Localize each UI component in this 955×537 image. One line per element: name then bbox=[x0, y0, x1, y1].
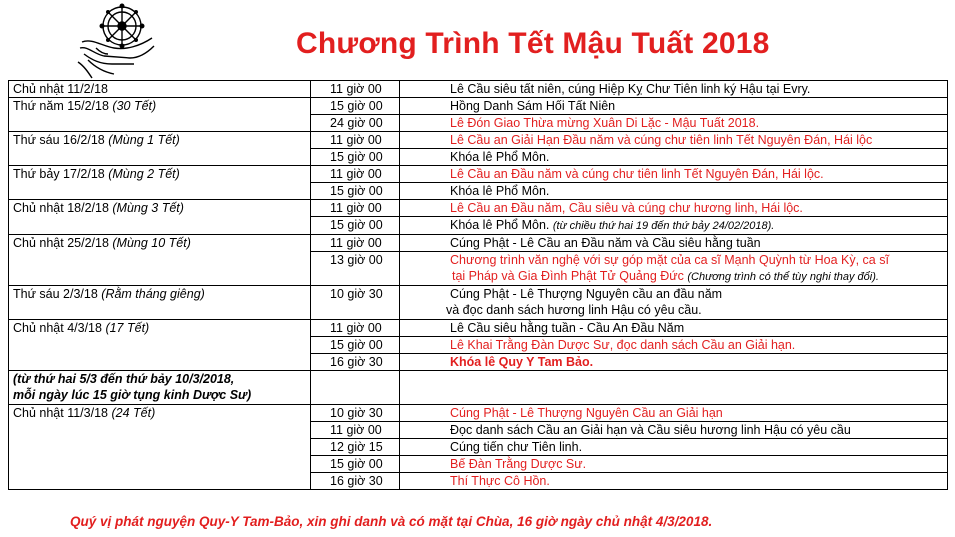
time-cell: 15 giờ 00 bbox=[311, 456, 400, 473]
event-cell: Đọc danh sách Cầu an Giải hạn và Cầu siêu hương linh Hậu có yêu cầu bbox=[400, 422, 948, 439]
time-cell: 15 giờ 00 bbox=[311, 217, 400, 235]
time-cell: 13 giờ 00 bbox=[311, 252, 400, 286]
time-cell: 16 giờ 30 bbox=[311, 473, 400, 490]
event-cell: Bế Đàn Trằng Dược Sư. bbox=[400, 456, 948, 473]
event-cell: Lê Cầu siêu hằng tuần - Cầu An Đầu Năm bbox=[400, 320, 948, 337]
day-cell: Thứ sáu 16/2/18 (Mùng 1 Tết) bbox=[9, 132, 311, 149]
day-cell: Chủ nhật 11/2/18 bbox=[9, 81, 311, 98]
day-cell: Chủ nhật 18/2/18 (Mùng 3 Tết) bbox=[9, 200, 311, 217]
time-cell: 11 giờ 00 bbox=[311, 81, 400, 98]
event-cell: Lê Cầu siêu tất niên, cúng Hiệp Kỵ Chư Tiên linh ký Hậu tại Evry. bbox=[400, 81, 948, 98]
table-row bbox=[9, 405, 948, 422]
time-cell: 11 giờ 00 bbox=[311, 422, 400, 439]
day-cell: Thứ sáu 2/3/18 (Rằm tháng giêng) bbox=[9, 286, 311, 320]
day-cell: Chủ nhật 4/3/18 (17 Tết) bbox=[9, 320, 311, 337]
event-cell: Cúng Phật - Lê Cầu an Đầu năm và Cầu siêu hằng tuần bbox=[400, 235, 948, 252]
time-cell: 24 giờ 00 bbox=[311, 115, 400, 132]
day-cell bbox=[9, 149, 311, 166]
time-cell: 10 giờ 30 bbox=[311, 405, 400, 422]
day-cell bbox=[9, 337, 311, 354]
time-cell: 11 giờ 00 bbox=[311, 132, 400, 149]
table-row bbox=[9, 132, 948, 149]
table-row bbox=[9, 235, 948, 252]
event-cell: Khóa lê Quy Y Tam Bảo. bbox=[400, 354, 948, 371]
table-row bbox=[9, 200, 948, 217]
table-row bbox=[9, 456, 948, 473]
time-cell: 11 giờ 00 bbox=[311, 235, 400, 252]
table-row bbox=[9, 166, 948, 183]
time-cell: 11 giờ 00 bbox=[311, 166, 400, 183]
time-cell: 15 giờ 00 bbox=[311, 98, 400, 115]
event-cell: Lê Cầu an Giải Hạn Đầu năm và cúng chư tiên linh Tết Nguyên Đán, Hái lộc bbox=[400, 132, 948, 149]
time-cell: 10 giờ 30 bbox=[311, 286, 400, 320]
day-cell: Chủ nhật 11/3/18 (24 Tết) bbox=[9, 405, 311, 422]
day-cell bbox=[9, 183, 311, 200]
table-row bbox=[9, 371, 948, 405]
day-cell bbox=[9, 422, 311, 439]
table-row bbox=[9, 183, 948, 200]
time-cell: 15 giờ 00 bbox=[311, 337, 400, 354]
time-cell bbox=[311, 371, 400, 405]
table-row bbox=[9, 149, 948, 166]
page-title: Chương Trình Tết Mậu Tuất 2018 bbox=[296, 27, 770, 60]
day-cell bbox=[9, 439, 311, 456]
table-row bbox=[9, 81, 948, 98]
table-row bbox=[9, 337, 948, 354]
event-cell: Cúng tiến chư Tiên linh. bbox=[400, 439, 948, 456]
day-cell bbox=[9, 115, 311, 132]
day-note-cell: (từ thứ hai 5/3 đến thứ bảy 10/3/2018, mỗi ngày lúc 15 giờ tụng kinh Dược Sư) bbox=[9, 371, 311, 405]
day-cell bbox=[9, 252, 311, 286]
event-cell: Lê Khai Trằng Đàn Dược Sư, đọc danh sách Cầu an Giải hạn. bbox=[400, 337, 948, 354]
table-row bbox=[9, 286, 948, 320]
event-cell: Hồng Danh Sám Hối Tất Niên bbox=[400, 98, 948, 115]
table-row bbox=[9, 98, 948, 115]
table-row bbox=[9, 354, 948, 371]
day-cell: Thứ năm 15/2/18 (30 Tết) bbox=[9, 98, 311, 115]
event-cell: Khóa lê Phổ Môn. bbox=[400, 149, 948, 166]
event-cell: Lê Cầu an Đầu năm và cúng chư tiên linh Tết Nguyên Đán, Hái lộc. bbox=[400, 166, 948, 183]
dharma-wheel-logo-icon bbox=[74, 2, 160, 80]
day-cell bbox=[9, 354, 311, 371]
schedule-table bbox=[8, 80, 948, 490]
event-cell: Thí Thực Cô Hồn. bbox=[400, 473, 948, 490]
table-row bbox=[9, 320, 948, 337]
day-cell bbox=[9, 217, 311, 235]
event-cell: Lê Đón Giao Thừa mừng Xuân Di Lặc - Mậu Tuất 2018. bbox=[400, 115, 948, 132]
table-row bbox=[9, 473, 948, 490]
event-cell: Khóa lê Phổ Môn. bbox=[400, 183, 948, 200]
table-row bbox=[9, 115, 948, 132]
time-cell: 11 giờ 00 bbox=[311, 200, 400, 217]
time-cell: 11 giờ 00 bbox=[311, 320, 400, 337]
time-cell: 15 giờ 00 bbox=[311, 149, 400, 166]
time-cell: 16 giờ 30 bbox=[311, 354, 400, 371]
table-row bbox=[9, 422, 948, 439]
table-row bbox=[9, 439, 948, 456]
event-cell: Cúng Phật - Lê Thượng Nguyên cầu an đầu năm và đọc danh sách hương linh Hậu có yêu cầu. bbox=[400, 286, 948, 320]
day-cell: Thứ bảy 17/2/18 (Mùng 2 Tết) bbox=[9, 166, 311, 183]
table-row bbox=[9, 217, 948, 235]
event-cell: Chương trình văn nghệ với sự góp mặt của ca sĩ Mạnh Quỳnh từ Hoa Kỳ, ca sĩ tại Pháp và Gia Đình Phật Tử Quảng Đức (Chương trình có thể tùy nghi thay đổi). bbox=[400, 252, 948, 286]
event-cell: Khóa lê Phổ Môn. (từ chiều thứ hai 19 đến thứ bảy 24/02/2018). bbox=[400, 217, 948, 235]
day-cell: Chủ nhật 25/2/18 (Mùng 10 Tết) bbox=[9, 235, 311, 252]
table-row bbox=[9, 252, 948, 286]
event-cell: Lê Cầu an Đầu năm, Cầu siêu và cúng chư hương linh, Hái lộc. bbox=[400, 200, 948, 217]
day-cell bbox=[9, 456, 311, 473]
footer-note: Quý vị phát nguyện Quy-Y Tam-Bảo, xin ghi danh và có mặt tại Chùa, 16 giờ ngày chủ nhật 4/3/2018. bbox=[70, 514, 713, 529]
event-cell bbox=[400, 371, 948, 405]
time-cell: 15 giờ 00 bbox=[311, 183, 400, 200]
event-cell: Cúng Phật - Lê Thượng Nguyên Cầu an Giải hạn bbox=[400, 405, 948, 422]
time-cell: 12 giờ 15 bbox=[311, 439, 400, 456]
day-cell bbox=[9, 473, 311, 490]
